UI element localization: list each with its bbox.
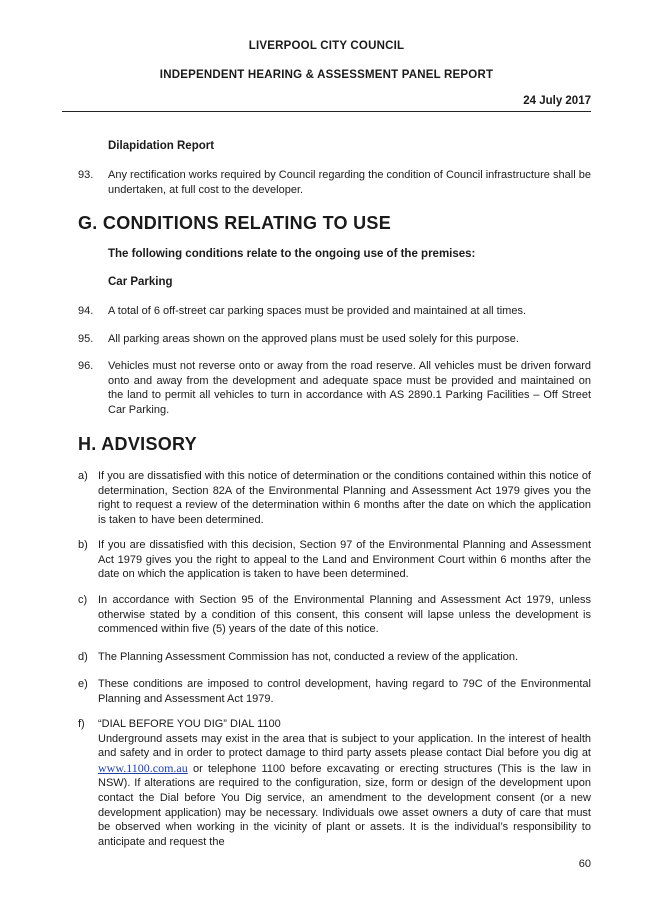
section-g-intro: The following conditions relate to the ongoing use of the premises: [108,248,476,260]
advisory-letter: a) [78,470,88,482]
advisory-text: In accordance with Section 95 of the Environmental Planning and Assessment Act 1979, unless otherwise stated by a condition of this consent, this consent will lapse unless the development is commenced within five (5) years of the date of this notice. [98,594,591,636]
advisory-letter: e) [78,678,88,690]
condition-number: 96. [78,360,94,372]
condition-text: Vehicles must not reverse onto or away from the road reserve. All vehicles must be driven forward onto and away from the development and adequate space must be provided and maintained on the land to permit all vehicles to turn in accordance with AS 2890.1 Parking Facilities – Off Street Car Parking. [108,360,591,416]
report-title: INDEPENDENT HEARING & ASSESSMENT PANEL REPORT [159,69,494,81]
report-date: 24 July 2017 [523,95,591,107]
advisory-letter: f) [78,718,85,730]
dial-before-you-dig-title: “DIAL BEFORE YOU DIG” DIAL 1100 [98,718,281,730]
advisory-letter: d) [78,651,88,663]
dial-text-before: Underground assets may exist in the area that is subject to your application. In the interest of health and safety and in order to protect damage to third party assets please contact Dial before you dig at [98,732,591,760]
condition-number: 94. [78,305,94,317]
condition-text: All parking areas shown on the approved plans must be used solely for this purpose. [108,333,519,345]
condition-number: 95. [78,333,94,345]
section-h-heading: H. ADVISORY [78,434,197,454]
dial-before-you-dig [98,717,591,849]
dilapidation-title: Dilapidation Report [108,140,215,152]
section-g-heading: G. CONDITIONS RELATING TO USE [78,213,392,233]
car-parking-title: Car Parking [108,276,173,288]
dial-text-after: or telephone 1100 before excavating or erecting structures (This is the law in NSW). If alterations are required to the configuration, size, form or design of the development upon contact the Dial before You Dig service, an amendment to the development consent (or a new development application) may be necessary. Individuals owe asset owners a duty of care that must be observed when working in the vicinity of plant or assets. It is the individual’s responsibility to anticipate and request the [98,762,591,848]
header-divider [62,111,591,112]
advisory-text: If you are dissatisfied with this decision, Section 97 of the Environmental Planning and Assessment Act 1979 gives you the right to appeal to the Land and Environment Court within 6 months after the date on which the application is taken to have been determined. [98,539,591,581]
advisory-letter: b) [78,539,88,551]
dial-website-link[interactable]: www.1100.com.au [98,760,188,775]
advisory-text [98,732,591,850]
council-name: LIVERPOOL CITY COUNCIL [248,40,405,52]
condition-text: Any rectification works required by Council regarding the condition of Council infrastructure shall be undertaken, at full cost to the developer. [108,169,591,196]
advisory-text: These conditions are imposed to control development, having regard to 79C of the Environmental Planning and Assessment Act 1979. [98,678,591,705]
condition-number: 93. [78,169,94,181]
advisory-text: If you are dissatisfied with this notice of determination or the conditions contained within this notice of determination, Section 82A of the Environmental Planning and Assessment Act 1979 gives you the right to request a review of the determination within 6 months after the date on which the application is taken to have been determined. [98,470,591,526]
advisory-letter: c) [78,594,88,606]
page-number: 60 [578,858,591,870]
advisory-text: The Planning Assessment Commission has not, conducted a review of the application. [98,651,519,663]
condition-text: A total of 6 off-street car parking spaces must be provided and maintained at all times. [108,305,527,317]
